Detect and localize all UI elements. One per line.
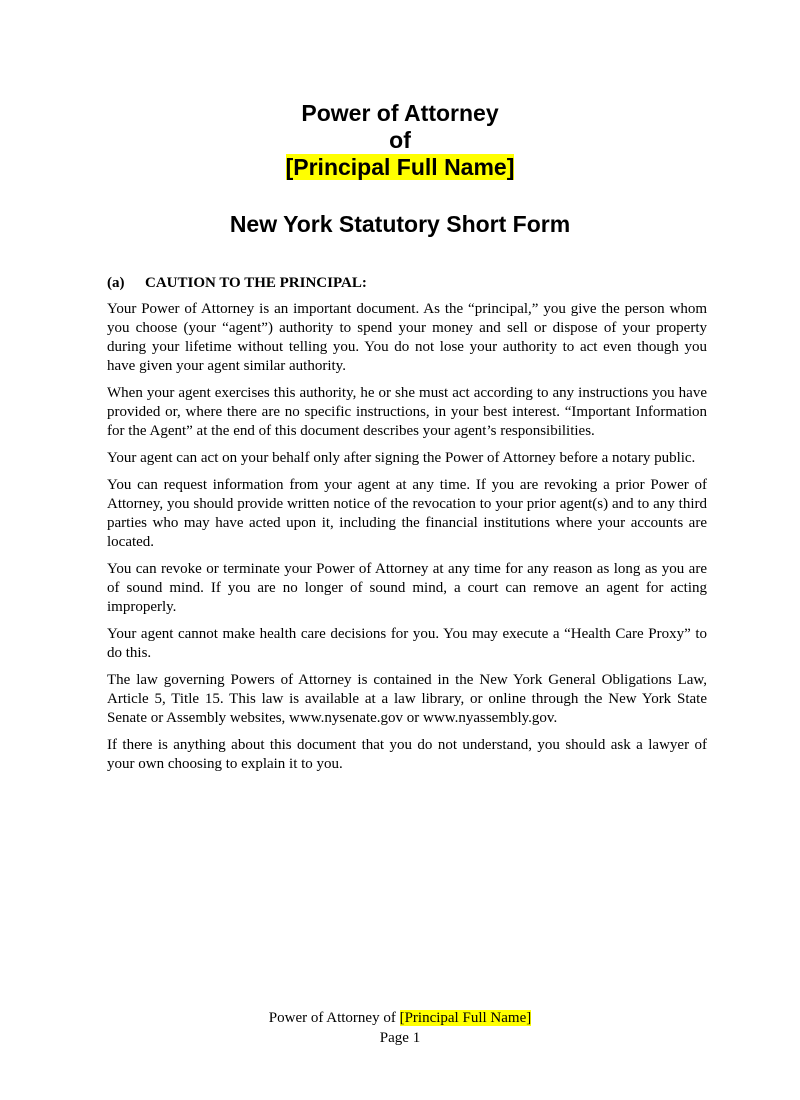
paragraph-8: If there is anything about this document that you do not understand, you should ask a lawyer of your own choosing to explain it to you. <box>107 737 707 772</box>
footer-prefix: Power of Attorney of <box>268 1010 400 1026</box>
paragraph-2: When your agent exercises this authority, he or she must act according to any instructions you have provided or, where there are no specific instructions, in your best interest. “Important Information for the Agent” at the end of this document describes your agent’s responsibilities. <box>107 385 707 439</box>
document-subtitle: New York Statutory Short Form <box>229 211 571 237</box>
section-letter: (a) <box>107 275 125 291</box>
document-title <box>0 100 800 181</box>
paragraph-6: Your agent cannot make health care decisions for you. You may execute a “Health Care Proxy” to do this. <box>107 626 707 661</box>
paragraph-4: You can request information from your agent at any time. If you are revoking a prior Power of Attorney, you should provide written notice of the revocation to your prior agent(s) and to any third parties who may have acted upon it, including the financial institutions where your accounts are located. <box>107 477 707 550</box>
section-heading-text: CAUTION TO THE PRINCIPAL: <box>145 275 367 291</box>
footer-line <box>0 1008 800 1028</box>
principal-name-placeholder: [Principal Full Name] <box>285 154 515 180</box>
paragraph-5: You can revoke or terminate your Power of Attorney at any time for any reason as long as you are of sound mind. If you are no longer of sound mind, a court can remove an agent for acting improperly. <box>107 561 707 615</box>
paragraph-7: The law governing Powers of Attorney is contained in the New York General Obligations Law, Article 5, Title 15. This law is available at a law library, or online through the New York State Senate or Assembly websites, www.nysenate.gov or www.nyassembly.gov. <box>107 672 707 726</box>
title-principal-line <box>0 154 800 181</box>
title-line-2: of <box>389 127 411 153</box>
section-heading <box>107 274 707 293</box>
section-a <box>107 274 707 782</box>
title-line-1: Power of Attorney <box>301 100 499 126</box>
paragraph-1: Your Power of Attorney is an important document. As the “principal,” you give the person whom you choose (your “agent”) authority to spend your money and sell or dispose of your property during your lifetime without telling you. You do not lose your authority to act even though you have given your agent similar authority. <box>107 301 707 374</box>
footer-principal-placeholder: [Principal Full Name] <box>399 1010 532 1026</box>
page-footer <box>0 1008 800 1048</box>
page-number: Page 1 <box>379 1030 421 1046</box>
paragraph-3: Your agent can act on your behalf only after signing the Power of Attorney before a notary public. <box>107 450 696 466</box>
